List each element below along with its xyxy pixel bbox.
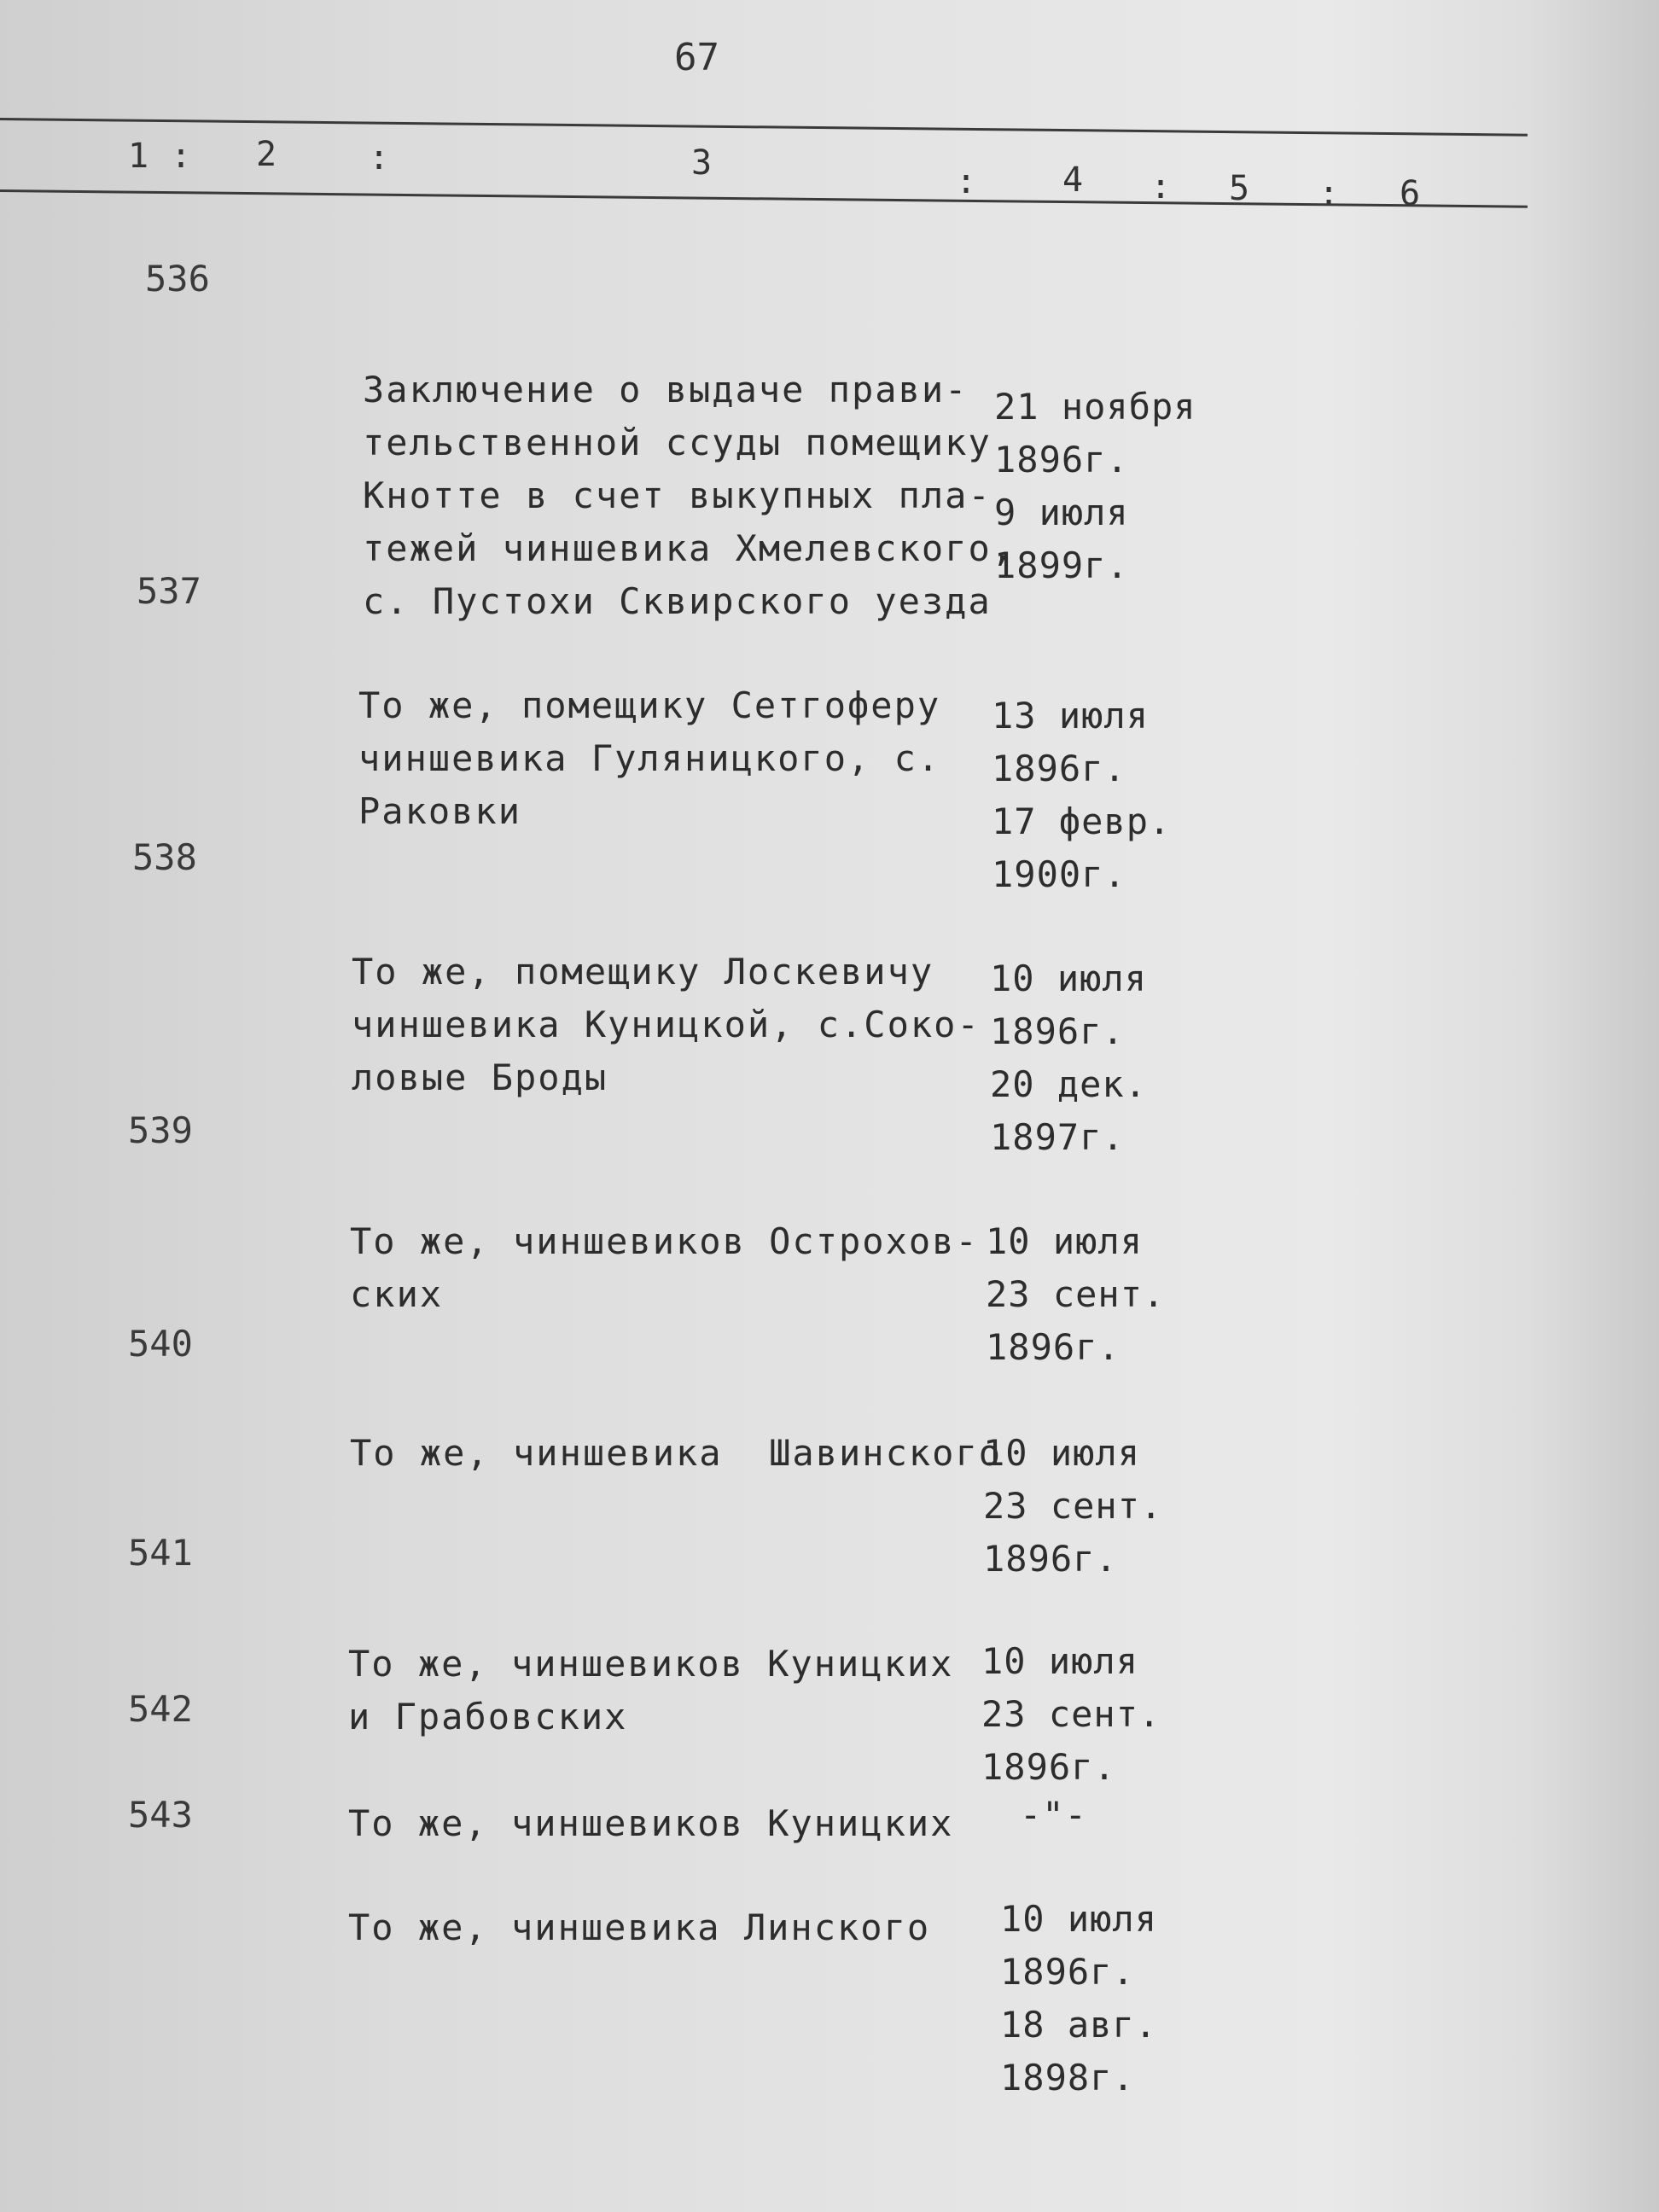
entry-number: 538 (132, 836, 197, 878)
entry-number: 541 (128, 1532, 193, 1574)
column-header-5: 5 (1229, 169, 1250, 208)
entry-number: 542 (128, 1688, 193, 1730)
entry-description: Заключение о выдаче прави- тельственной ссуды помещику Кнотте в счет выкупных пла- тежей чиншевика Хмелевского, с. Пустохи Сквирского уезда (363, 369, 1016, 622)
column-separator: : (1150, 167, 1172, 207)
column-header-2: 2 (256, 135, 277, 174)
entry-dates: 10 июля 23 сент. 1896г. (983, 1432, 1163, 1580)
entry-dates: -"- (1020, 1794, 1087, 1836)
entry-description: То же, чиншевиков Куницких и Грабовских (348, 1643, 954, 1738)
column-separator: : (171, 137, 192, 176)
entry-dates: 21 ноября 1896г. 9 июля 1899г. (994, 386, 1196, 586)
column-header-6: 6 (1400, 174, 1421, 213)
entry-description: То же, чиншевика Шавинского (350, 1432, 1003, 1474)
entry-dates: 13 июля 1896г. 17 февр. 1900г. (992, 695, 1172, 895)
entry-number: 543 (128, 1794, 193, 1836)
column-header-1: 1 (128, 137, 149, 176)
entry-dates: 10 июля 1896г. 20 дек. 1897г. (990, 958, 1148, 1158)
entry-number: 536 (145, 258, 210, 300)
entry-description: То же, чиншевиков Острохов- ских (350, 1220, 979, 1315)
header-bottom-rule (0, 189, 1528, 208)
page-number: 67 (674, 36, 719, 79)
column-separator: : (956, 162, 977, 201)
entry-number: 537 (137, 570, 201, 612)
entry-dates: 10 июля 23 сент. 1896г. (986, 1220, 1166, 1368)
column-separator: : (369, 138, 390, 178)
column-separator: : (1318, 174, 1340, 213)
entry-dates: 10 июля 1896г. 18 авг. 1898г. (1000, 1898, 1158, 2098)
entry-description: То же, помещику Лоскевичу чиншевика Куницкой, с.Соко- ловые Броды (352, 951, 981, 1098)
column-header-4: 4 (1062, 160, 1084, 200)
entry-description: То же, чиншевика Линского (348, 1906, 931, 1948)
entry-description: То же, чиншевиков Куницких (348, 1802, 954, 1844)
header-top-rule (0, 118, 1528, 137)
entry-number: 539 (128, 1109, 193, 1151)
entry-number: 540 (128, 1323, 193, 1365)
entry-dates: 10 июля 23 сент. 1896г. (981, 1640, 1161, 1788)
entry-description: То же, помещику Сетгоферу чиншевика Гуляницкого, с. Раковки (358, 684, 941, 832)
column-header-3: 3 (691, 143, 713, 183)
